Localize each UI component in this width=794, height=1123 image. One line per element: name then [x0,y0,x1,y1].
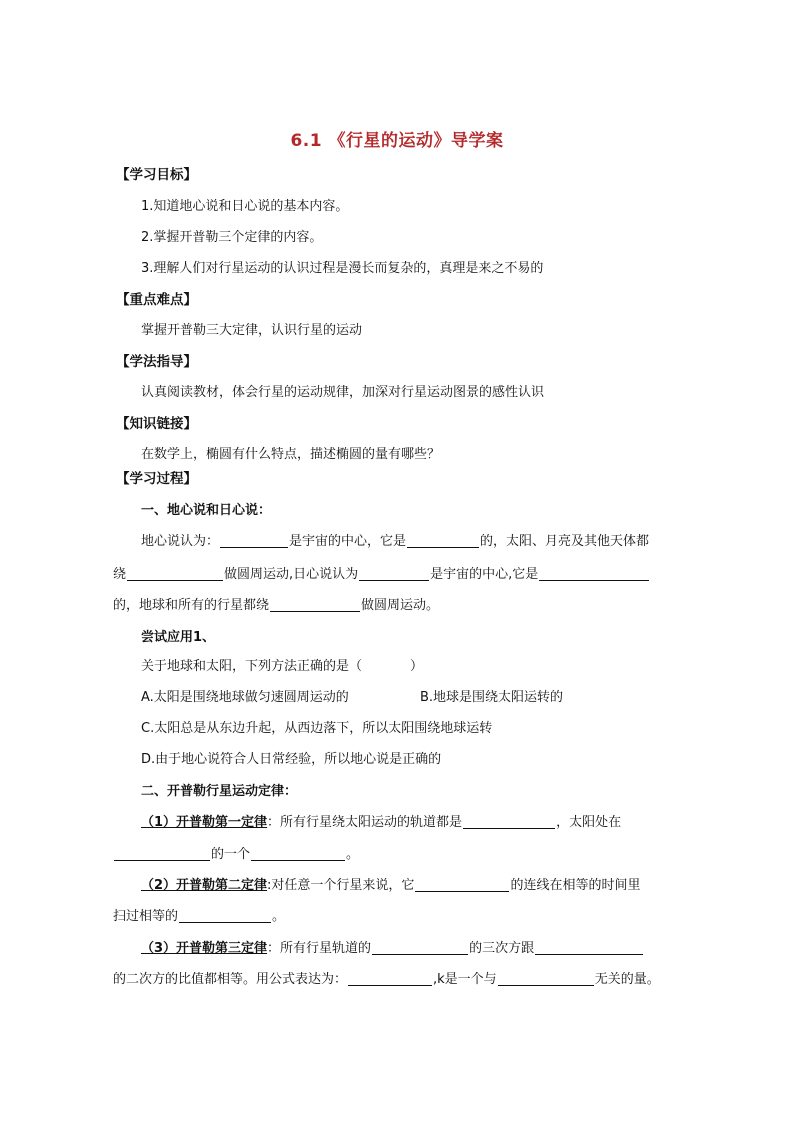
text: 是宇宙的中心，它是 [289,534,407,549]
fill-blank[interactable] [407,533,479,548]
text: 的二次方的比值都相等。用公式表达为： [113,972,348,987]
knowledge-link-text: 在数学上，椭圆有什么特点，描述椭圆的量有哪些？ [141,447,441,462]
law3-line2 [113,971,660,989]
fill-blank[interactable] [127,566,223,581]
section-heading-process: 【学习过程】 [116,471,197,487]
option-b: B.地球是围绕太阳运转的 [420,690,564,705]
law1-line2 [113,846,359,864]
part1-line2 [113,566,650,584]
method-text: 认真阅读教材，体会行星的运动规律，加深对行星运动图景的感性认识 [141,385,545,400]
section-heading-knowledge-link: 【知识链接】 [116,416,197,432]
part1-line1 [141,533,649,551]
goal-item: 2.掌握开普勒三个定律的内容。 [141,230,323,245]
text: ,k是一个与 [433,972,497,987]
goal-item: 1.知道地心说和日心说的基本内容。 [141,199,349,214]
option-d: D.由于地心说符合人日常经验，所以地心说是正确的 [141,752,442,767]
text: 做圆周运动,日心说认为 [224,567,359,582]
fill-blank[interactable] [498,971,594,986]
law1-line1 [141,814,621,832]
fill-blank[interactable] [359,566,429,581]
text: ：所有行星绕太阳运动的轨道都是 [267,815,463,830]
law3-label: （3）开普勒第三定律 [141,941,268,956]
text: 的三次方跟 [469,941,535,956]
fill-blank[interactable] [348,971,432,986]
text: ） [410,659,424,674]
text: ：所有行星轨道的 [267,941,372,956]
fill-blank[interactable] [179,908,271,923]
text: 的，太阳、月亮及其他天体都 [480,534,650,549]
text: 的，地球和所有的行星都绕 [113,598,270,613]
text: 是宇宙的中心,它是 [430,567,539,582]
try-apply-title: 尝试应用1、 [141,630,216,645]
text: 绕 [113,567,127,582]
text: 做圆周运动。 [361,598,440,613]
part1-title: 一、地心说和日心说： [141,503,272,518]
fill-blank[interactable] [463,814,555,829]
part1-line3 [113,597,439,615]
text: 。 [272,909,286,924]
fill-blank[interactable] [372,940,468,955]
law3-line1 [141,940,644,958]
text: 关于地球和太阳，下列方法正确的是（ [141,659,363,674]
section-heading-goals: 【学习目标】 [116,167,197,183]
text: ，太阳处在 [556,815,622,830]
page-title: 6.1 《行星的运动》导学案 [290,131,504,151]
part2-title: 二、开普勒行星运动定律： [141,784,298,799]
text: 无关的量。 [594,972,660,987]
section-heading-method: 【学法指导】 [116,354,197,370]
fill-blank[interactable] [415,877,509,892]
fill-blank[interactable] [539,566,649,581]
fill-blank[interactable] [114,846,210,861]
law2-line2 [113,908,285,926]
fill-blank[interactable] [220,533,288,548]
option-c: C.太阳总是从东边升起，从西边落下，所以太阳围绕地球运转 [141,721,493,736]
text: 的连线在相等的时间里 [510,878,641,893]
key-points-text: 掌握开普勒三大定律，认识行星的运动 [141,323,363,338]
goal-item: 3.理解人们对行星运动的认识过程是漫长而复杂的，真理是来之不易的 [141,261,544,276]
text: 的一个 [211,847,251,862]
law2-label: （2）开普勒第二定律 [141,878,268,893]
fill-blank[interactable] [535,940,643,955]
text: 。 [346,847,360,862]
text: :对任意一个行星来说，它 [267,878,415,893]
text: 地心说认为： [141,534,220,549]
law1-label: （1）开普勒第一定律 [141,815,268,830]
option-a: A.太阳是围绕地球做匀速圆周运动的 [141,690,349,705]
fill-blank[interactable] [270,597,360,612]
section-heading-key-points: 【重点难点】 [116,292,197,308]
law2-line1 [141,877,640,895]
fill-blank[interactable] [251,846,345,861]
text: 扫过相等的 [113,909,179,924]
question-stem [141,658,423,676]
